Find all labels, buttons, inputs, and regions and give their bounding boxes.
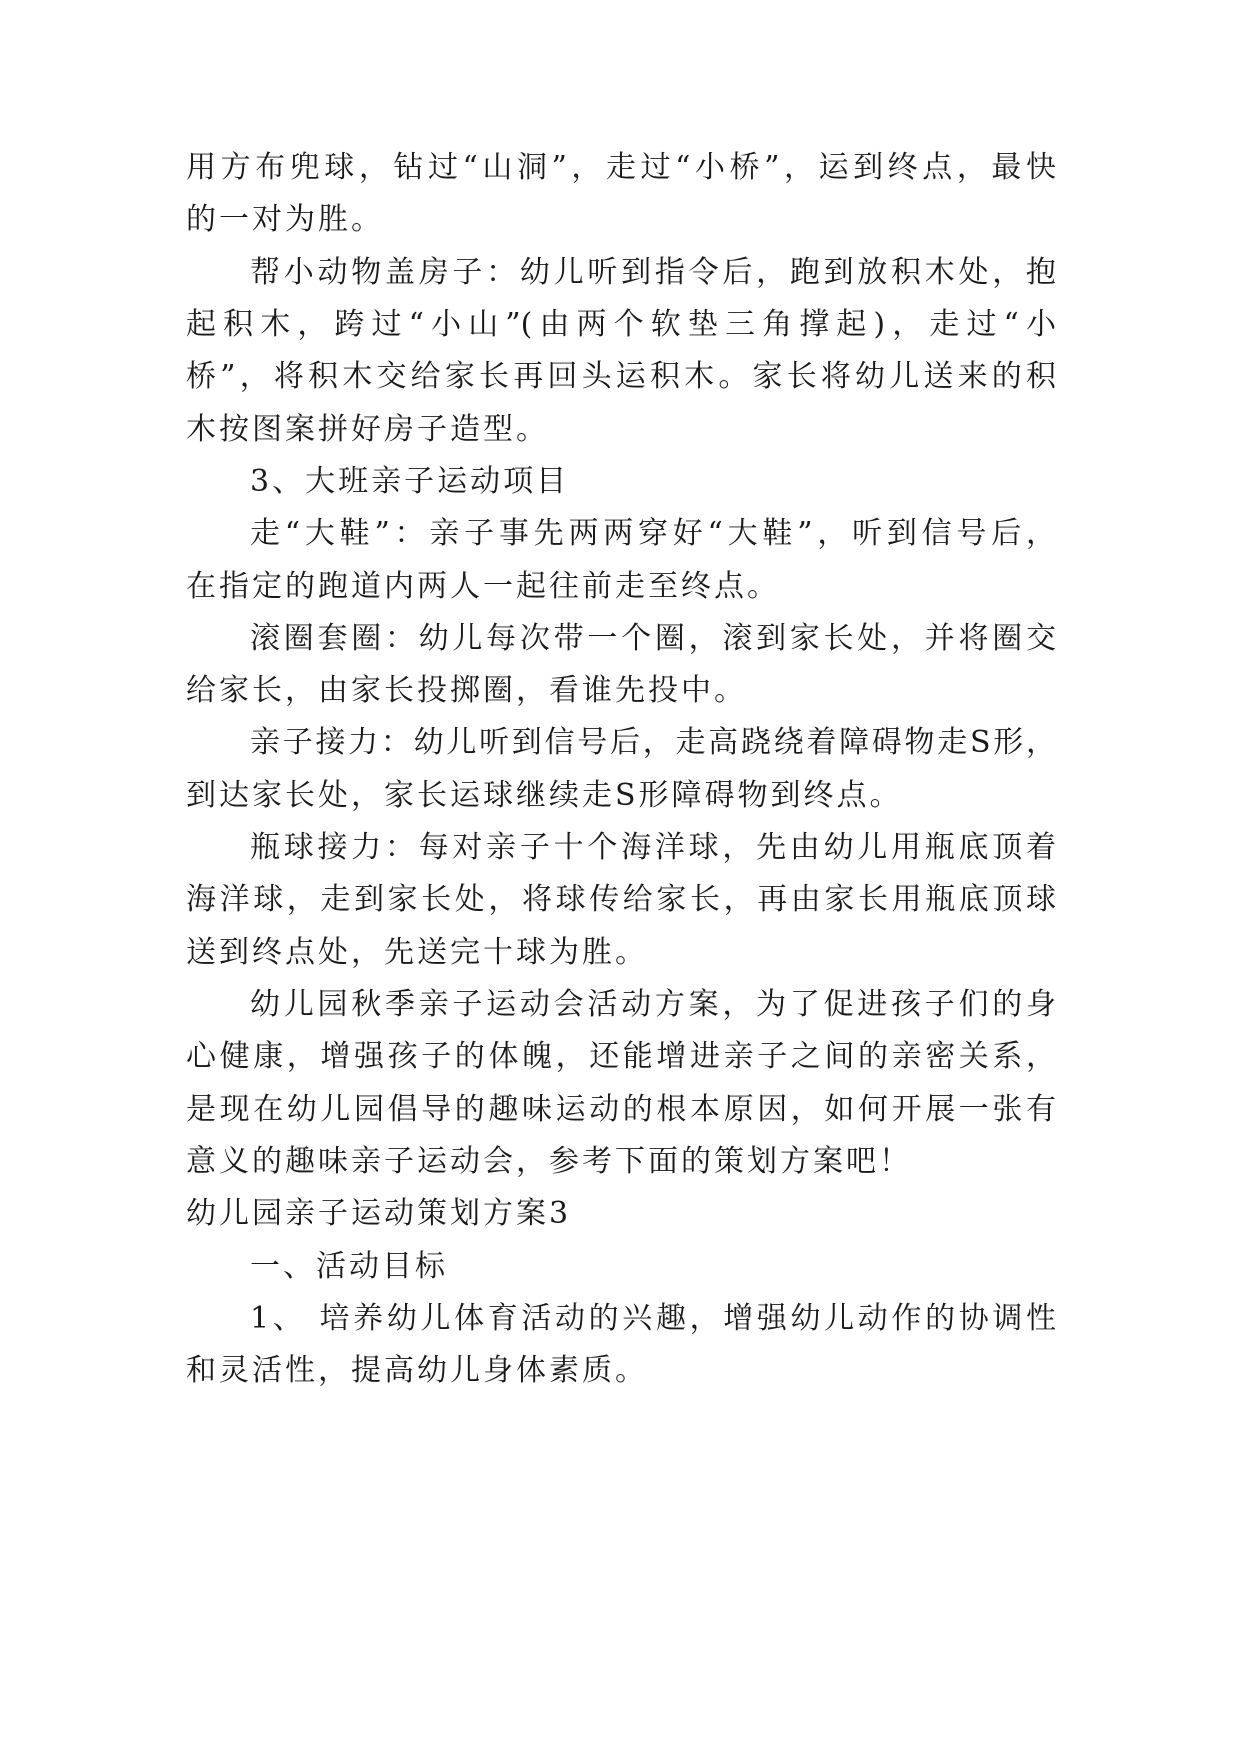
text-line: 用方布兜球，钻过“山洞”，走过“小桥”，运到终点，最快 [186, 150, 1056, 185]
text-line: 走“大鞋”：亲子事先两两穿好“大鞋”，听到信号后， [250, 516, 1056, 551]
text-line: 木按图案拼好房子造型。 [186, 412, 549, 447]
text-line: 帮小动物盖房子：幼儿听到指令后，跑到放积木处，抱 [250, 255, 1056, 290]
text-line: 和灵活性，提高幼儿身体素质。 [186, 1353, 648, 1388]
text-line: 送到终点处，先送完十球为胜。 [186, 935, 648, 970]
text-line: 滚圈套圈：幼儿每次带一个圈，滚到家长处，并将圈交 [250, 621, 1056, 656]
document-title: 幼儿园亲子运动策划方案3 [186, 1196, 572, 1231]
text-line: 的一对为胜。 [186, 202, 384, 237]
text-line: 幼儿园秋季亲子运动会活动方案，为了促进孩子们的身 [250, 987, 1056, 1022]
section-heading: 3、大班亲子运动项目 [250, 464, 570, 499]
text-line: 心健康，增强孩子的体魄，还能增进亲子之间的亲密关系， [186, 1039, 1056, 1074]
text-line: 是现在幼儿园倡导的趣味运动的根本原因，如何开展一张有 [186, 1092, 1056, 1127]
text-line: 起积木，跨过“小山”(由两个软垫三角撑起)，走过“小 [186, 307, 1056, 342]
text-line: 桥”，将积木交给家长再回头运积木。家长将幼儿送来的积 [186, 359, 1056, 394]
text-line: 意义的趣味亲子运动会，参考下面的策划方案吧！ [186, 1144, 912, 1179]
text-line: 亲子接力：幼儿听到信号后，走高跷绕着障碍物走S形， [250, 725, 1056, 760]
text-line: 给家长，由家长投掷圈，看谁先投中。 [186, 673, 747, 708]
section-heading: 一、活动目标 [250, 1249, 448, 1284]
text-line: 1、 培养幼儿体育活动的兴趣，增强幼儿动作的协调性 [250, 1301, 1056, 1336]
text-line: 瓶球接力：每对亲子十个海洋球，先由幼儿用瓶底顶着 [250, 830, 1056, 865]
text-line: 海洋球，走到家长处，将球传给家长，再由家长用瓶底顶球 [186, 882, 1056, 917]
text-line: 到达家长处，家长运球继续走S形障碍物到终点。 [186, 778, 903, 813]
text-line: 在指定的跑道内两人一起往前走至终点。 [186, 569, 780, 604]
